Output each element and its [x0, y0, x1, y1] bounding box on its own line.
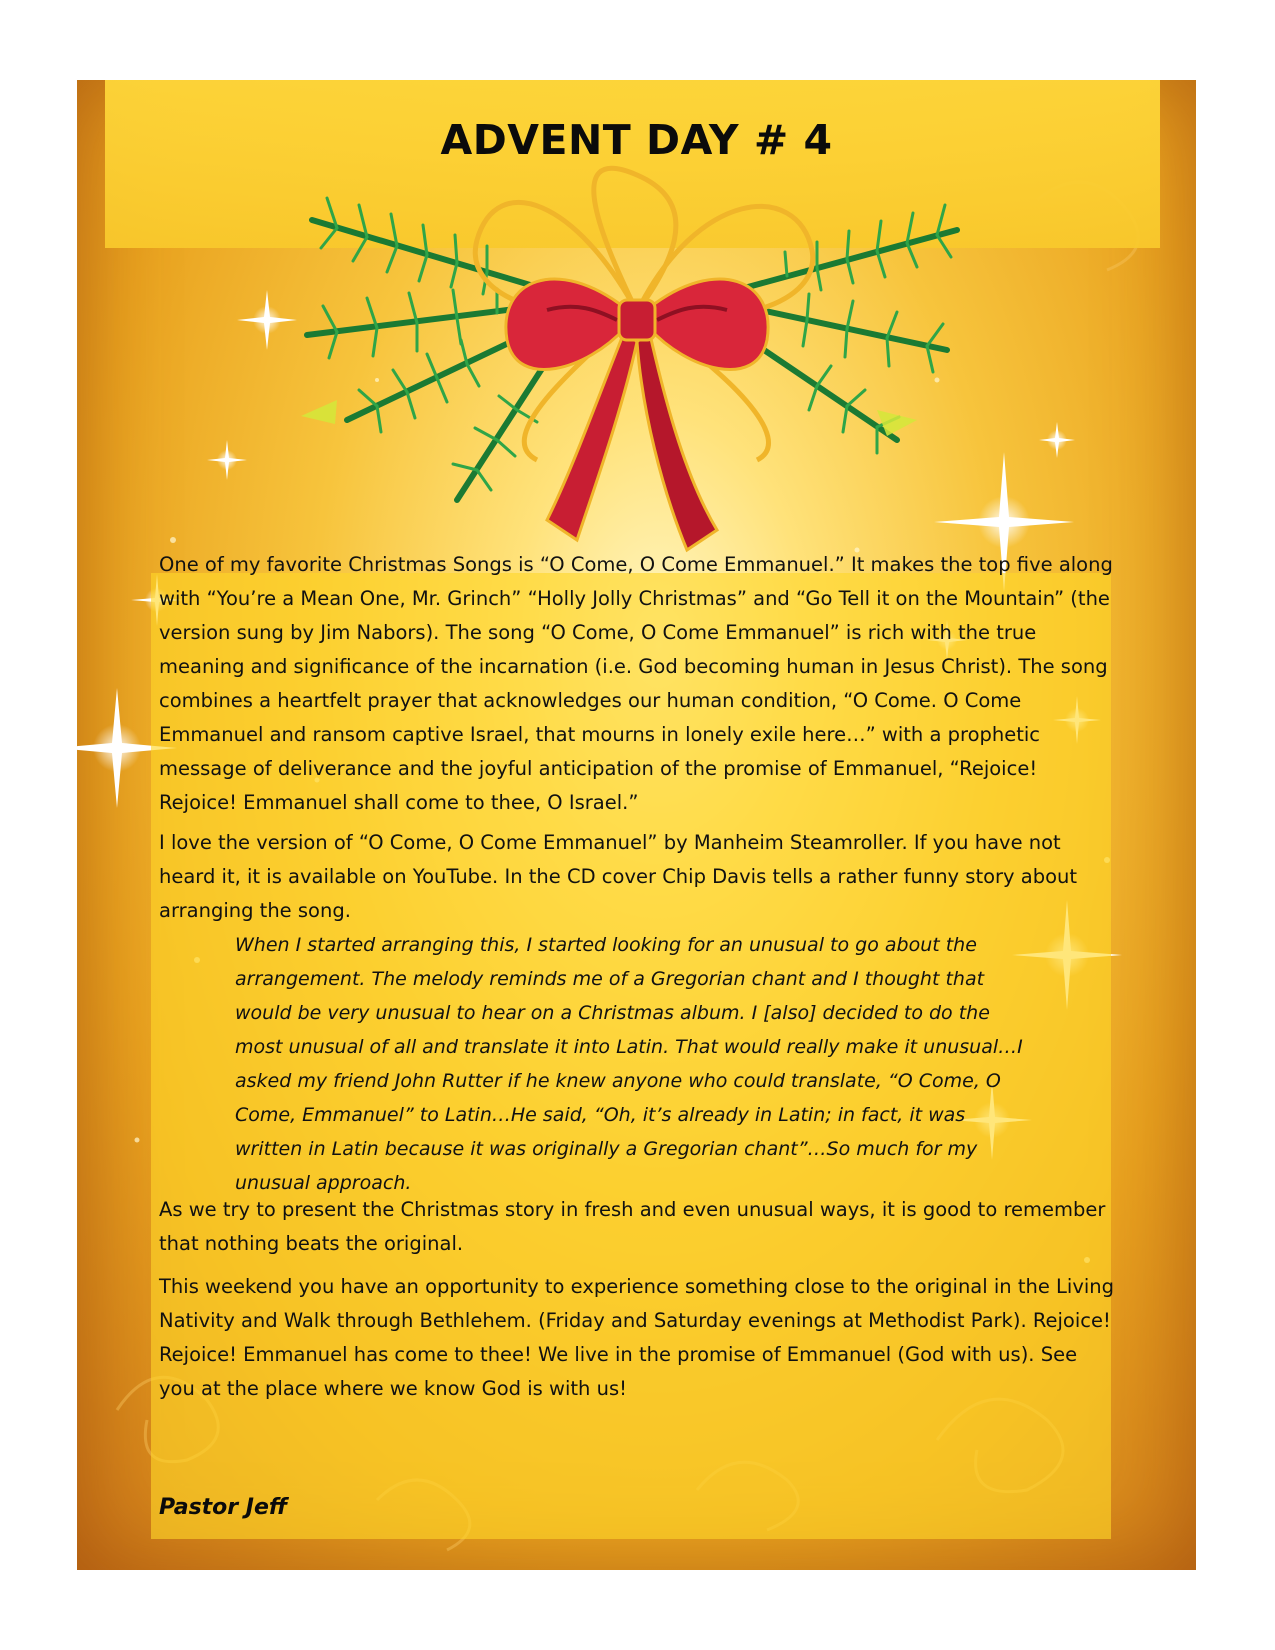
paragraph-nativity: This weekend you have an opportunity to experience something close to the original in the Living Nativity and Walk through Bethlehem. (Friday and Saturday evenings at Methodist Park). Rejoice! Rejoice! Emmanuel has come to thee! We live in the promise of Emmanuel (God with us). See you at the place where we know God is with us! — [159, 1275, 1115, 1400]
block-quote: When I started arranging this, I started looking for an unusual to go about the arrangement. The melody reminds me of a Gregorian chant and I thought that would be very unusual to hear on a Christmas album. I [also] decided to do the most unusual of all and translate it into Latin. That would really make it unusual…I asked my friend John Rutter if he knew anyone who could translate, “O Come, O Come, Emmanuel” to Latin…He said, “Oh, it’s already in Latin; in fact, it was written in Latin because it was originally a Gregorian chant”…So much for my unusual approach. — [235, 934, 1023, 1194]
paragraph-original: As we try to present the Christmas story in fresh and even unusual ways, it is good to remember that nothing beats the original. — [159, 1198, 1106, 1255]
paragraph-steamroller: I love the version of “O Come, O Come Emmanuel” by Manheim Steamroller. If you have not heard it, it is available on YouTube. In the CD cover Chip Davis tells a rather funny story about arranging the song. — [159, 831, 1078, 922]
page-title: ADVENT DAY # 4 — [440, 116, 833, 164]
page-background — [77, 80, 1196, 1570]
paragraph-intro: One of my favorite Christmas Songs is “O Come, O Come Emmanuel.” It makes the top five along with “You’re a Mean One, Mr. Grinch” “Holly Jolly Christmas” and “Go Tell it on the Mountain” (the version sung by Jim Nabors). The song “O Come, O Come Emmanuel” is rich with the true meaning and significance of the incarnation (i.e. God becoming human in Jesus Christ). The song combines a heartfelt prayer that acknowledges our human condition, “O Come. O Come Emmanuel and ransom captive Israel, that mourns in lonely exile here…” with a prophetic message of deliverance and the joyful anticipation of the promise of Emmanuel, “Rejoice! Rejoice! Emmanuel shall come to thee, O Israel.” — [159, 553, 1113, 814]
ribbon-bow-icon — [475, 168, 812, 550]
signature: Pastor Jeff — [159, 1495, 288, 1520]
